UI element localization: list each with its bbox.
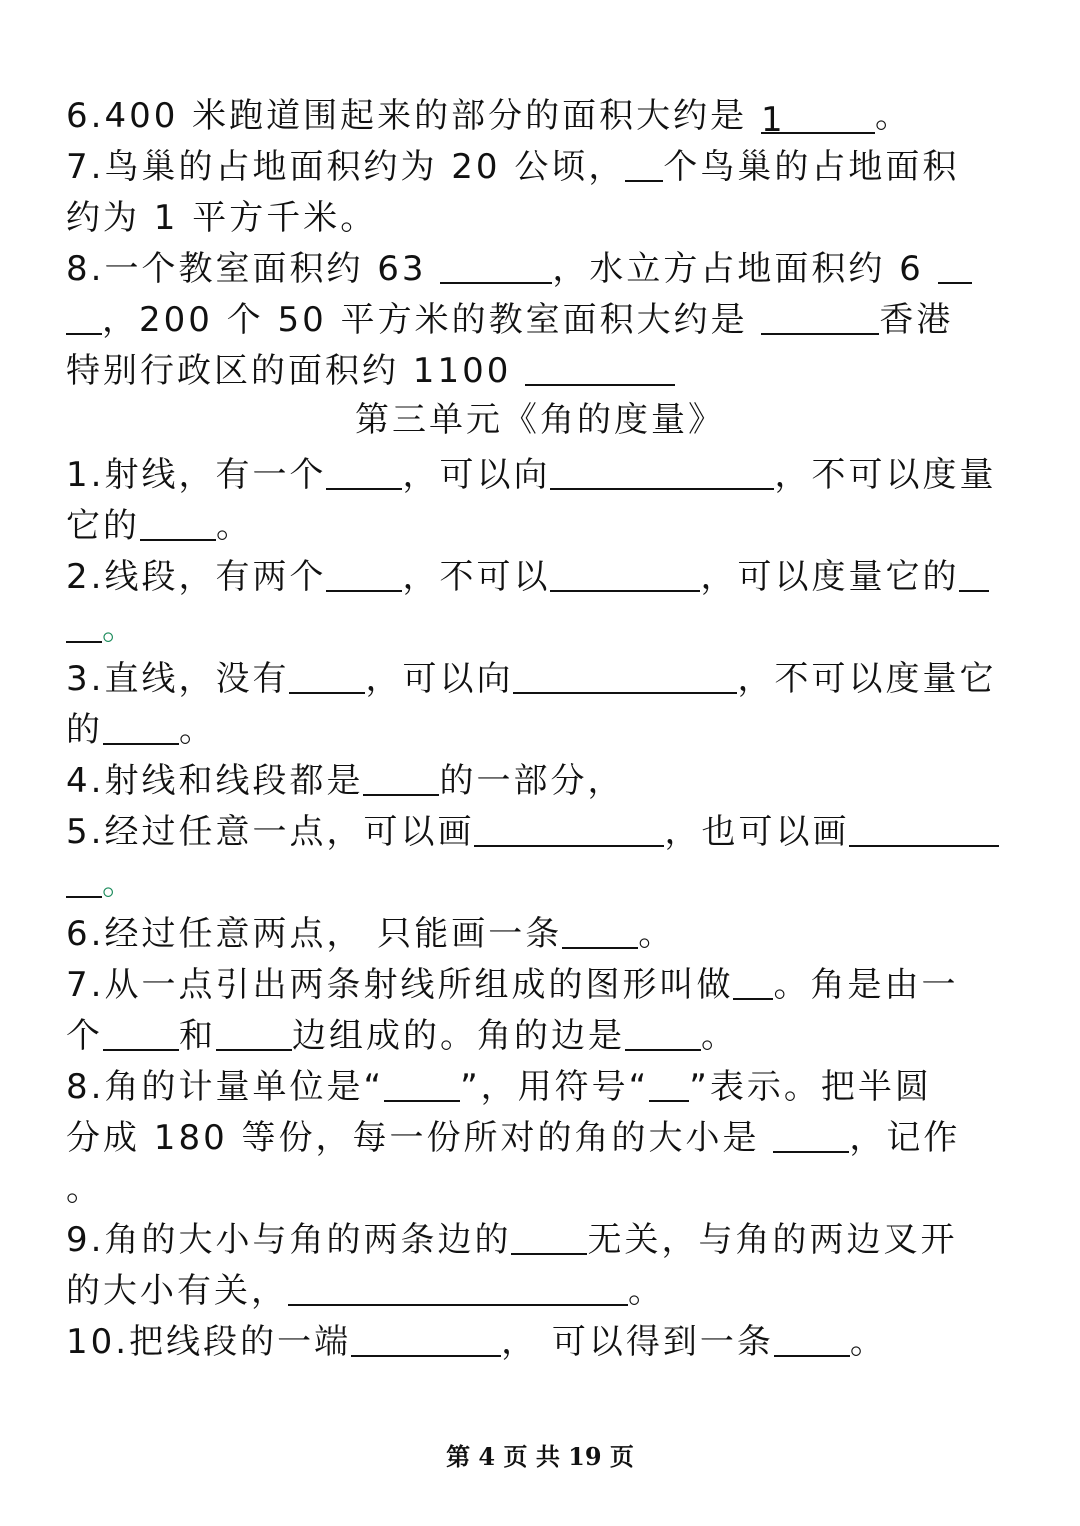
answer-blank[interactable]: [363, 762, 439, 796]
answer-blank[interactable]: [959, 558, 989, 592]
answer-blank[interactable]: [773, 1119, 849, 1153]
line-u3-q7: 7.从一点引出两条射线所组成的图形叫做 。角是由一: [66, 965, 959, 1005]
line-u3-q2: 2.线段，有两个 ，不可以 ，可以度量它的: [66, 557, 989, 597]
answer-blank[interactable]: [103, 1017, 179, 1051]
line-u3-q3: 3.直线，没有 ，可以向 ，不可以度量它: [66, 659, 997, 699]
answer-blank[interactable]: [326, 558, 402, 592]
answer-blank[interactable]: [351, 1323, 501, 1357]
answer-blank[interactable]: [103, 711, 179, 745]
line-u3-q7-cont: 个 和 边组成的。角的边是 。: [66, 1016, 738, 1056]
line-q8-cont: ，200 个 50 平方米的教室面积大约是 香港: [66, 300, 953, 340]
answer-blank[interactable]: [216, 1017, 292, 1051]
answer-blank[interactable]: [774, 1323, 850, 1357]
answer-blank[interactable]: [140, 507, 216, 541]
answer-blank[interactable]: [440, 250, 552, 284]
page-footer: 第 4 页 共 19 页: [446, 1442, 634, 1471]
line-u3-q5: 5.经过任意一点，可以画 ，也可以画: [66, 812, 999, 852]
line-u3-q8-cont: 分成 180 等份，每一份所对的角的大小是 ，记作: [66, 1118, 961, 1158]
answer-blank[interactable]: [66, 864, 102, 898]
line-u3-q2-cont: 。: [66, 608, 139, 648]
answer-blank[interactable]: [511, 1221, 587, 1255]
line-q8-cont2: 特别行政区的面积约 1100: [66, 351, 675, 391]
answer-blank[interactable]: [289, 660, 365, 694]
answer-blank[interactable]: [474, 813, 664, 847]
answer-blank[interactable]: [761, 301, 879, 335]
answer-blank[interactable]: [562, 915, 638, 949]
answer-blank[interactable]: [66, 609, 102, 643]
answer-blank[interactable]: [625, 148, 663, 182]
answer-blank[interactable]: [550, 558, 700, 592]
line-q6: 6.400 米跑道围起来的部分的面积大约是 1 。: [66, 96, 912, 140]
answer-blank[interactable]: [384, 1068, 460, 1102]
answer-blank[interactable]: [733, 966, 773, 1000]
section-title: 第三单元《角的度量》: [355, 400, 725, 440]
answer-blank[interactable]: [550, 456, 774, 490]
line-u3-q9-cont: 的大小有关， 。: [66, 1271, 665, 1311]
answer-blank[interactable]: [66, 301, 102, 335]
line-q7-cont: 约为 1 平方千米。: [66, 198, 378, 238]
answer-blank[interactable]: 1: [761, 100, 875, 134]
line-q8: 8.一个教室面积约 63 ，水立方占地面积约 6: [66, 249, 972, 289]
answer-blank[interactable]: [525, 352, 675, 386]
line-u3-q4: 4.射线和线段都是 的一部分，: [66, 761, 625, 801]
answer-blank[interactable]: [849, 813, 999, 847]
answer-blank[interactable]: [649, 1068, 689, 1102]
answer-blank[interactable]: [625, 1017, 701, 1051]
line-u3-q8: 8.角的计量单位是“ ”，用符号“ ”表示。把半圆: [66, 1067, 932, 1107]
line-u3-q8-cont2: 。: [66, 1169, 103, 1209]
line-q7: 7.鸟巢的占地面积约为 20 公顷， 个鸟巢的占地面积: [66, 147, 960, 187]
line-u3-q1: 1.射线，有一个 ，可以向 ，不可以度量: [66, 455, 997, 495]
line-u3-q6: 6.经过任意两点， 只能画一条 。: [66, 914, 676, 954]
answer-blank[interactable]: [326, 456, 402, 490]
line-u3-q5-cont: 。: [66, 863, 139, 903]
answer-blank[interactable]: [938, 250, 972, 284]
line-u3-q10: 10.把线段的一端 ， 可以得到一条 。: [66, 1322, 887, 1362]
answer-blank[interactable]: [288, 1272, 628, 1306]
answer-blank[interactable]: [513, 660, 737, 694]
line-u3-q9: 9.角的大小与角的两条边的 无关，与角的两边叉开: [66, 1220, 958, 1260]
line-u3-q3-cont: 的 。: [66, 710, 216, 750]
line-u3-q1-cont: 它的 。: [66, 506, 253, 546]
